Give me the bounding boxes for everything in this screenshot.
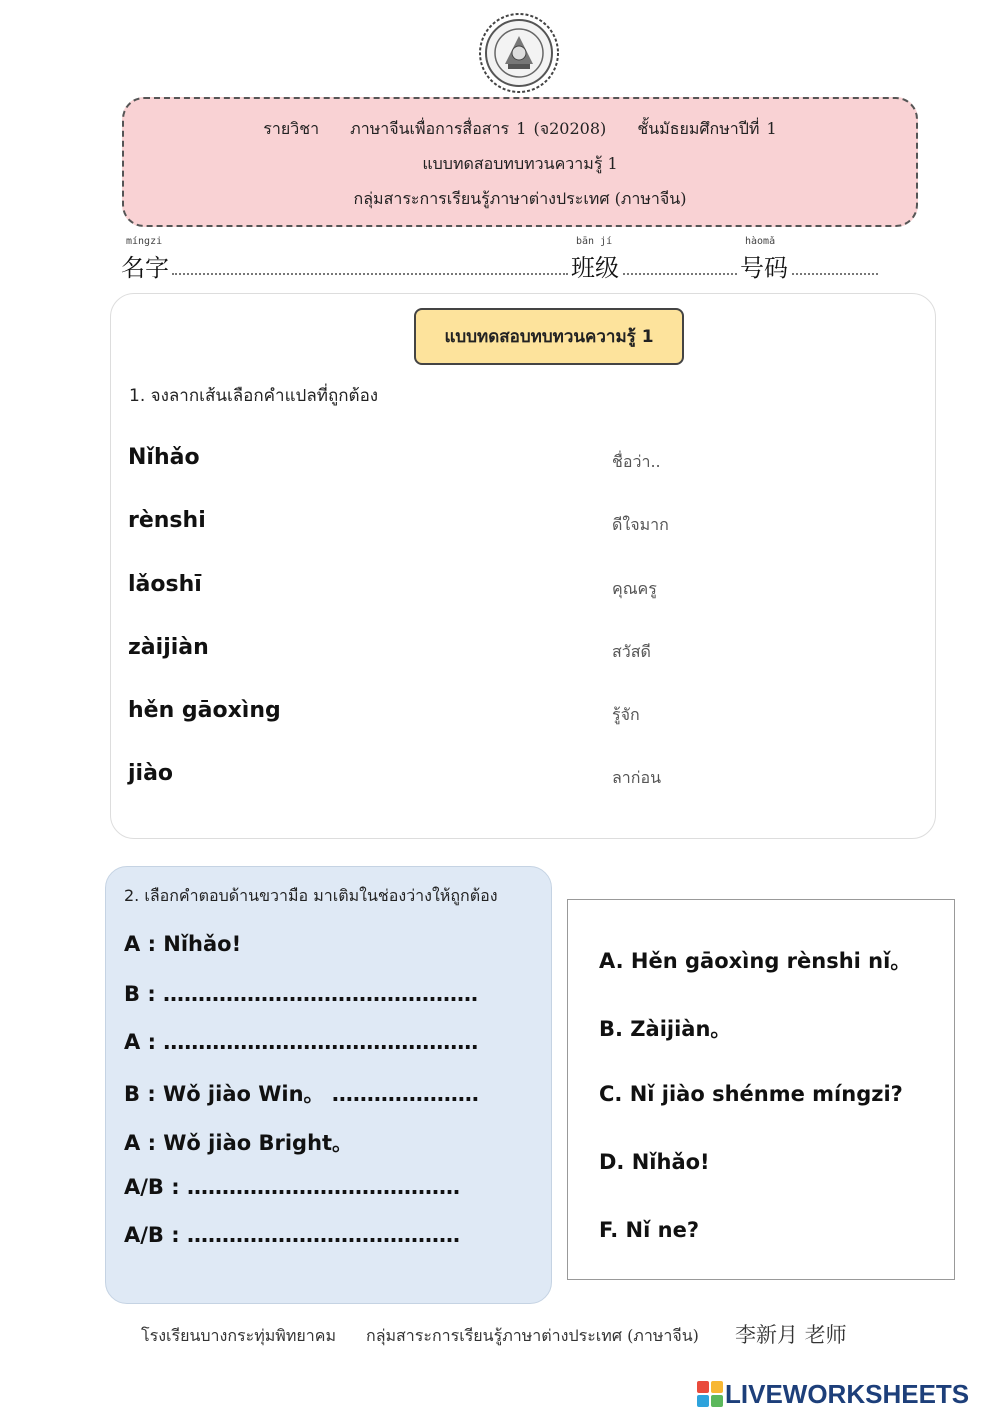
thai-option-4[interactable]: สวัสดี (612, 642, 651, 661)
class-field[interactable] (623, 273, 737, 275)
section-title-badge: แบบทดสอบทบทวนความรู้ 1 (414, 308, 684, 365)
matching-instruction: 1. จงลากเส้นเลือกคำแปลที่ถูกต้อง (129, 386, 379, 406)
dialogue-line: A : Wǒ jiào Bright。 (124, 1131, 354, 1155)
answer-option-f: F. Nǐ ne? (599, 1218, 700, 1242)
thai-option-2[interactable]: ดีใจมาก (612, 515, 669, 534)
dialogue-line: A : Nǐhǎo! (124, 932, 242, 956)
footer-department: กลุ่มสาระการเรียนรู้ภาษาต่างประเทศ (ภาษาจีน) (366, 1326, 699, 1345)
header-box (122, 97, 918, 227)
school-name: โรงเรียนบางกระทุ่มพิทยาคม (141, 1326, 336, 1345)
matching-section-card (110, 293, 936, 839)
liveworksheets-logo-icon (697, 1381, 723, 1407)
thai-option-3[interactable]: คุณครู (612, 579, 657, 598)
answer-option-a: A. Hěn gāoxìng rènshi nǐ。 (599, 949, 912, 973)
number-pinyin: hàomǎ (745, 236, 776, 247)
answer-option-b: B. Zàijiàn。 (599, 1017, 732, 1041)
dialogue-blank[interactable]: A/B : ………………………………… (124, 1223, 460, 1247)
test-title: แบบทดสอบทบทวนความรู้ 1 (422, 154, 618, 173)
pinyin-item-zaijian[interactable]: zàijiàn (128, 635, 209, 660)
dialogue-blank[interactable]: A : ……………………………………… (124, 1030, 479, 1054)
class-label: 班级 (571, 254, 619, 282)
liveworksheets-logo[interactable] (697, 1379, 969, 1409)
thai-option-5[interactable]: รู้จัก (612, 705, 640, 724)
pinyin-item-laoshi[interactable]: lǎoshī (128, 572, 202, 597)
pinyin-item-nihao[interactable]: Nǐhǎo (128, 445, 200, 470)
dialogue-blank[interactable]: B : ……………………………………… (124, 982, 479, 1006)
pinyin-item-hen-gaoxing[interactable]: hěn gāoxìng (128, 698, 281, 723)
pinyin-item-renshi[interactable]: rènshi (128, 508, 206, 533)
subject-label: รายวิชา (263, 119, 320, 138)
name-label: 名字 (121, 254, 169, 282)
class-pinyin: bān jí (576, 236, 613, 247)
dialogue-blank[interactable]: A/B : ………………………………… (124, 1175, 460, 1199)
subject-name: ภาษาจีนเพื่อการสื่อสาร 1 (จ20208) (350, 119, 607, 138)
dialogue-instruction: 2. เลือกคำตอบด้านขวามือ มาเติมในช่องว่างให้ถูกต้อง (124, 886, 498, 905)
pinyin-item-jiao[interactable]: jiào (128, 761, 174, 786)
number-field[interactable] (792, 273, 878, 275)
thai-option-1[interactable]: ชื่อว่า.. (612, 452, 661, 471)
department-name: กลุ่มสาระการเรียนรู้ภาษาต่างประเทศ (ภาษาจีน) (353, 189, 687, 208)
teacher-name: 李新月 老师 (735, 1323, 847, 1347)
liveworksheets-logo-text: LIVEWORKSHEETS (725, 1378, 970, 1409)
name-field[interactable] (172, 273, 568, 275)
number-label: 号码 (740, 254, 788, 282)
name-pinyin: míngzi (126, 236, 163, 247)
grade-level: ชั้นมัธยมศึกษาปีที่ 1 (637, 119, 777, 138)
school-seal-logo (478, 12, 560, 94)
answer-option-c: C. Nǐ jiào shénme míngzi? (599, 1082, 903, 1106)
subject-line (124, 117, 916, 142)
answer-option-d: D. Nǐhǎo! (599, 1150, 710, 1174)
thai-option-6[interactable]: ลาก่อน (612, 768, 662, 787)
dialogue-blank[interactable]: B : Wǒ jiào Win。 ………………… (124, 1082, 479, 1106)
